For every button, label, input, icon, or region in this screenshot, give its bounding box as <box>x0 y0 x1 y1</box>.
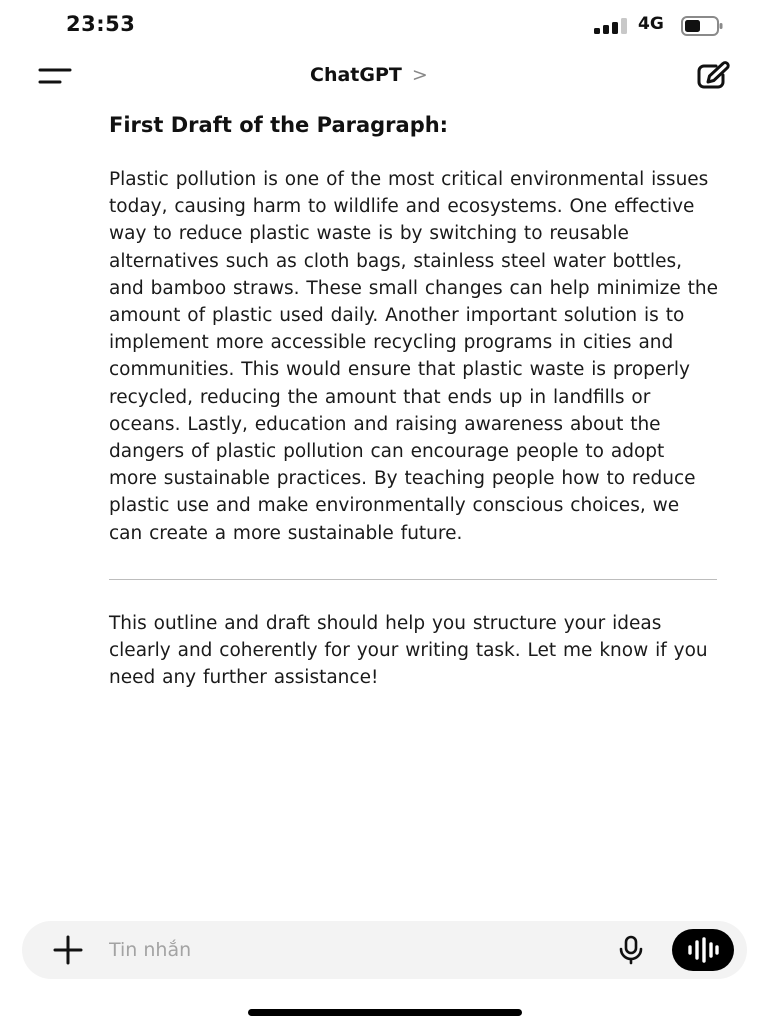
battery-icon <box>681 16 723 36</box>
nav-bar <box>0 56 768 96</box>
microphone-icon[interactable] <box>616 935 646 965</box>
status-bar <box>0 0 768 50</box>
cellular-signal-icon <box>594 18 628 34</box>
assistant-message <box>109 108 719 691</box>
message-input[interactable] <box>109 931 579 969</box>
message-composer <box>22 921 747 979</box>
status-time: 23:53 <box>66 12 136 36</box>
menu-icon[interactable] <box>36 62 74 90</box>
plus-icon[interactable] <box>52 934 84 966</box>
voice-mode-button[interactable] <box>672 929 734 971</box>
network-label: 4G <box>638 14 664 34</box>
home-indicator <box>248 1009 522 1016</box>
message-heading: First Draft of the Paragraph: <box>109 113 449 137</box>
nav-title: ChatGPT <box>310 64 402 86</box>
model-selector[interactable] <box>310 64 428 86</box>
draft-paragraph: Plastic pollution is one of the most critical environmental issues today, causing harm to wildlife and ecosystems. One effective way to reduce plastic waste is by switching to reusable alternatives such as cloth bags, stainless steel water bottles, and bamboo straws. These small changes can help minimize the amount of plastic used daily. Another important solution is to implement more accessible recycling programs in cities and communities. This would ensure that plastic waste is properly recycled, reducing the amount that ends up in landfills or oceans. Lastly, education and raising awareness about the dangers of plastic pollution can encourage people to adopt more sustainable practices. By teaching people how to reduce plastic use and make environmentally conscious choices, we can create a more sustainable future. <box>109 169 718 544</box>
divider <box>109 579 717 580</box>
chevron-right-icon: > <box>411 64 428 86</box>
closing-paragraph: This outline and draft should help you structure your ideas clearly and coherently for your writing task. Let me know if you need any further assistance! <box>109 612 708 689</box>
voice-mode-icon <box>684 935 722 965</box>
new-chat-icon[interactable] <box>694 60 734 92</box>
